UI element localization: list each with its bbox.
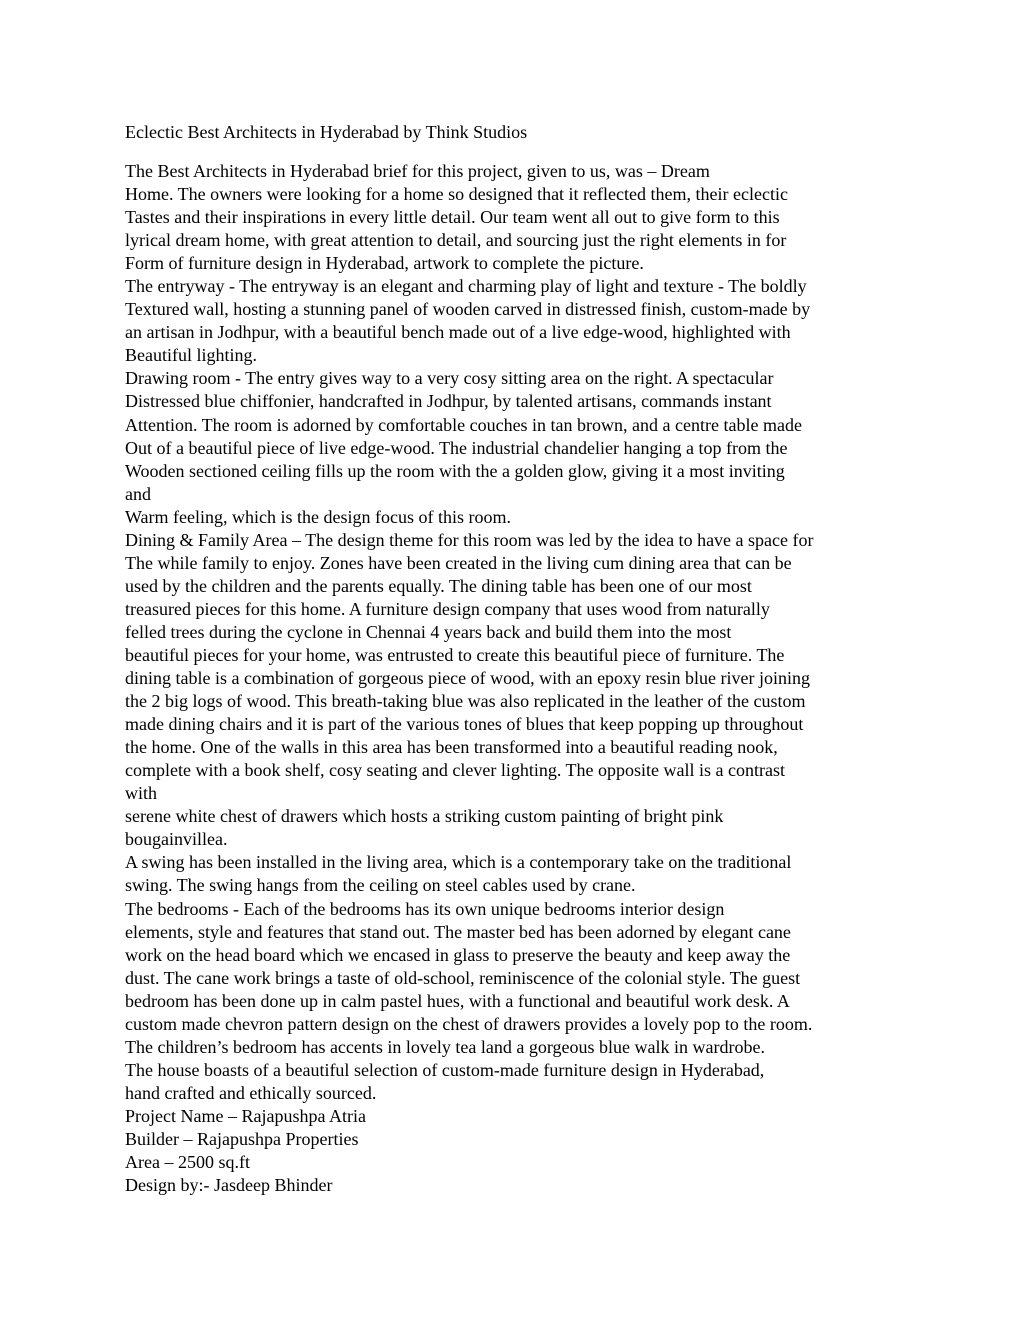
body-text-line: the home. One of the walls in this area has been transformed into a beautiful reading nook,: [125, 737, 778, 758]
body-text-line: Area – 2500 sq.ft: [125, 1152, 250, 1173]
body-text-line: Attention. The room is adorned by comfortable couches in tan brown, and a centre table made: [125, 414, 802, 435]
body-text-line: Builder – Rajapushpa Properties: [125, 1128, 359, 1149]
body-text-line: Warm feeling, which is the design focus of this room.: [125, 506, 511, 527]
body-text-line: with: [125, 783, 158, 804]
body-text-line: custom made chevron pattern design on the chest of drawers provides a lovely pop to the room.: [125, 1013, 813, 1034]
body-text-line: Wooden sectioned ceiling fills up the room with the a golden glow, giving it a most inviting: [125, 460, 785, 481]
body-text-line: made dining chairs and it is part of the various tones of blues that keep popping up throughout: [125, 714, 804, 735]
body-text-line: Distressed blue chiffonier, handcrafted in Jodhpur, by talented artisans, commands instant: [125, 391, 772, 412]
body-text-line: The Best Architects in Hyderabad brief for this project, given to us, was – Dream: [125, 161, 710, 181]
body-text-line: complete with a book shelf, cosy seating and clever lighting. The opposite wall is a contrast: [125, 760, 786, 781]
body-text-line: used by the children and the parents equally. The dining table has been one of our most: [125, 575, 752, 596]
body-text-line: beautiful pieces for your home, was entrusted to create this beautiful piece of furniture. The: [125, 644, 785, 665]
body-text-line: bedroom has been done up in calm pastel hues, with a functional and beautiful work desk. A: [125, 990, 790, 1011]
body-text-line: Tastes and their inspirations in every little detail. Our team went all out to give form to this: [125, 207, 780, 228]
body-text-line: The house boasts of a beautiful selection of custom-made furniture design in Hyderabad,: [125, 1059, 765, 1080]
document-title: Eclectic Best Architects in Hyderabad by Think Studios: [125, 122, 528, 142]
body-text-line: Drawing room - The entry gives way to a very cosy sitting area on the right. A spectacular: [125, 368, 774, 389]
body-text-line: bougainvillea.: [125, 829, 228, 850]
body-text-line: Form of furniture design in Hyderabad, artwork to complete the picture.: [125, 253, 644, 274]
body-text-line: Beautiful lighting.: [125, 345, 257, 366]
body-text-line: dining table is a combination of gorgeous piece of wood, with an epoxy resin blue river joining: [125, 668, 811, 689]
body-text-line: treasured pieces for this home. A furniture design company that uses wood from naturally: [125, 598, 770, 619]
body-text-line: The children’s bedroom has accents in lovely tea land a gorgeous blue walk in wardrobe.: [125, 1036, 765, 1057]
body-text-line: elements, style and features that stand out. The master bed has been adorned by elegant cane: [125, 921, 791, 942]
body-text-line: Home. The owners were looking for a home so designed that it reflected them, their eclectic: [125, 184, 788, 205]
body-text-line: dust. The cane work brings a taste of old-school, reminiscence of the colonial style. The guest: [125, 967, 801, 988]
body-text-line: serene white chest of drawers which hosts a striking custom painting of bright pink: [125, 806, 724, 827]
body-text-line: Dining & Family Area – The design theme for this room was led by the idea to have a space for: [125, 529, 814, 550]
body-text-line: The while family to enjoy. Zones have been created in the living cum dining area that can be: [125, 552, 792, 573]
body-text-line: hand crafted and ethically sourced.: [125, 1082, 377, 1103]
body-text-line: Textured wall, hosting a stunning panel of wooden carved in distressed finish, custom-made by: [125, 299, 811, 320]
body-text-line: an artisan in Jodhpur, with a beautiful bench made out of a live edge-wood, highlighted with: [125, 322, 791, 343]
body-text-line: felled trees during the cyclone in Chennai 4 years back and build them into the most: [125, 621, 732, 642]
body-text-line: The entryway - The entryway is an elegant and charming play of light and texture - The boldly: [125, 276, 807, 297]
body-text-line: Project Name – Rajapushpa Atria: [125, 1105, 366, 1126]
body-text-line: Out of a beautiful piece of live edge-wood. The industrial chandelier hanging a top from the: [125, 437, 788, 458]
body-text-line: the 2 big logs of wood. This breath-taking blue was also replicated in the leather of the custom: [125, 691, 806, 712]
body-text-line: and: [125, 483, 151, 504]
body-text-line: Design by:- Jasdeep Bhinder: [125, 1175, 333, 1196]
body-text-line: lyrical dream home, with great attention to detail, and sourcing just the right elements in for: [125, 230, 787, 251]
body-text-line: The bedrooms - Each of the bedrooms has its own unique bedrooms interior design: [125, 898, 725, 919]
body-text-line: work on the head board which we encased in glass to preserve the beauty and keep away the: [125, 944, 791, 965]
document-body: [125, 160, 915, 1197]
body-text-line: swing. The swing hangs from the ceiling on steel cables used by crane.: [125, 875, 636, 896]
body-text-line: A swing has been installed in the living area, which is a contemporary take on the traditional: [125, 852, 792, 873]
